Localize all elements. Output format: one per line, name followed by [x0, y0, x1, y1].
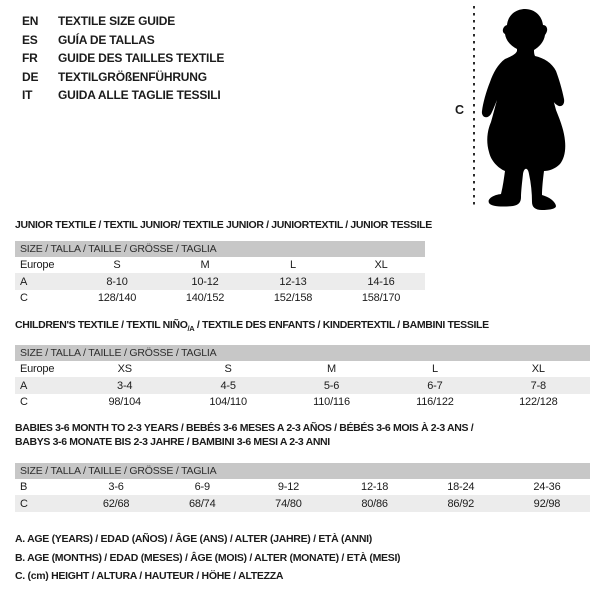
- cell-value: 12-13: [279, 275, 307, 288]
- lang-row-en: [22, 12, 224, 31]
- cell-value: 8-10: [106, 275, 128, 288]
- table-row: [15, 377, 590, 393]
- cell-value: 5-6: [323, 379, 340, 392]
- babies-textile-title: [15, 421, 473, 449]
- table-row: [15, 394, 590, 410]
- cell-value: 7-8: [530, 379, 546, 392]
- cell-value: 110/116: [313, 395, 350, 408]
- childrens-textile-title: [15, 318, 489, 336]
- table-title-line: JUNIOR TEXTILE / TEXTIL JUNIOR/ TEXTILE JUNIOR / JUNIORTEXTIL / JUNIOR TESSILE: [15, 219, 432, 231]
- baby-silhouette-icon: [478, 4, 578, 214]
- junior-textile-table: [15, 241, 425, 306]
- lang-row-es: [22, 31, 224, 50]
- cell-value: 62/68: [102, 497, 130, 510]
- row-label: Europe: [20, 259, 55, 272]
- table-row: [15, 273, 425, 289]
- row-label: B: [20, 481, 28, 494]
- cell-value: 158/170: [361, 291, 401, 304]
- cell-value: 9-12: [277, 481, 300, 494]
- cell-value: 98/104: [108, 395, 141, 408]
- cell-value: L: [431, 363, 438, 376]
- cell-value: 128/140: [97, 291, 137, 304]
- babies-textile-table: [15, 463, 590, 512]
- figure-height-label: C: [455, 103, 465, 117]
- lang-row-fr: [22, 49, 224, 68]
- lang-row-de: [22, 68, 224, 87]
- cell-value: 4-5: [220, 379, 236, 392]
- table-title-line: BABYS 3-6 MONATE BIS 2-3 JAHRE / BAMBINI 3-6 MESI A 2-3 ANNI: [15, 436, 330, 448]
- cell-value: 3-6: [108, 481, 124, 494]
- lang-code: EN: [22, 14, 39, 29]
- lang-title: GUÍA DE TALLAS: [58, 32, 155, 47]
- size-header-bar: SIZE / TALLA / TAILLE / GRÖSSE / TAGLIA: [15, 463, 590, 479]
- table-rows: [15, 479, 590, 512]
- cell-value: M: [200, 259, 210, 272]
- lang-code: FR: [22, 51, 38, 66]
- height-measure-dotted-line: [473, 6, 475, 209]
- cell-value: M: [327, 363, 336, 376]
- lang-title: GUIDE DES TAILLES TEXTILE: [58, 51, 225, 66]
- cell-value: 92/98: [533, 497, 561, 510]
- cell-value: 68/74: [188, 497, 216, 510]
- table-row: [15, 495, 590, 511]
- table-row: [15, 479, 590, 495]
- cell-value: L: [290, 259, 296, 272]
- lang-code: IT: [22, 88, 33, 103]
- table-row: [15, 290, 425, 306]
- cell-value: XS: [117, 363, 132, 376]
- language-title-list: [22, 12, 224, 105]
- cell-value: 116/122: [416, 395, 454, 408]
- lang-title: GUIDA ALLE TAGLIE TESSILI: [58, 88, 221, 103]
- lang-code: ES: [22, 32, 38, 47]
- cell-value: 18-24: [447, 481, 475, 494]
- cell-value: 14-16: [367, 275, 395, 288]
- cell-value: 24-36: [533, 481, 561, 494]
- lang-title: TEXTILGRÖßENFÜHRUNG: [58, 69, 207, 84]
- cell-value: 6-9: [194, 481, 210, 494]
- table-rows: [15, 361, 590, 410]
- table-rows: [15, 257, 425, 306]
- table-row: [15, 257, 425, 273]
- cell-value: 104/110: [209, 395, 247, 408]
- cell-value: 122/128: [519, 395, 558, 408]
- cell-value: XL: [374, 259, 388, 272]
- table-row: [15, 361, 590, 377]
- cell-value: 6-7: [427, 379, 443, 392]
- legend-notes: [15, 530, 400, 586]
- cell-value: 152/158: [273, 291, 313, 304]
- lang-row-it: [22, 86, 224, 105]
- lang-title: TEXTILE SIZE GUIDE: [58, 14, 176, 29]
- cell-value: S: [113, 259, 121, 272]
- childrens-textile-table: [15, 345, 590, 410]
- note-age-months: B. AGE (MONTHS) / EDAD (MESES) / ÂGE (MOIS) / ALTER (MONATE) / ETÀ (MESI): [15, 551, 401, 564]
- table-title-line: CHILDREN'S TEXTILE / TEXTIL $NIÑO_{/A}$ / TEXTILE DES ENFANTS / KINDERTEXTIL / BAMBINI TESSILE: [15, 319, 489, 334]
- cell-value: 3-4: [117, 379, 133, 392]
- cell-value: 80/86: [361, 497, 388, 510]
- cell-value: 12-18: [361, 481, 389, 494]
- row-label: C: [20, 395, 28, 408]
- junior-textile-title: [15, 218, 432, 232]
- size-header-bar: SIZE / TALLA / TAILLE / GRÖSSE / TAGLIA: [15, 241, 425, 257]
- cell-value: 10-12: [191, 275, 219, 288]
- cell-value: S: [224, 363, 232, 376]
- cell-value: 74/80: [275, 497, 302, 510]
- row-label: C: [20, 497, 28, 510]
- size-header-bar: SIZE / TALLA / TAILLE / GRÖSSE / TAGLIA: [15, 345, 590, 361]
- row-label: A: [20, 275, 28, 288]
- note-height-cm: C. (cm) HEIGHT / ALTURA / HAUTEUR / HÖHE / ALTEZZA: [15, 570, 284, 582]
- row-label: Europe: [20, 363, 55, 376]
- table-title-line: BABIES 3-6 MONTH TO 2-3 YEARS / BEBÉS 3-6 MESES A 2-3 AÑOS / BÉBÉS 3-6 MOIS À 2-3 ANS /: [15, 422, 474, 434]
- cell-value: XL: [531, 363, 545, 376]
- cell-value: 86/92: [447, 497, 475, 510]
- cell-value: 140/152: [185, 291, 225, 304]
- row-label: A: [20, 379, 28, 392]
- row-label: C: [20, 291, 28, 304]
- lang-code: DE: [22, 69, 39, 84]
- note-age-years: A. AGE (YEARS) / EDAD (AÑOS) / ÂGE (ANS) / ALTER (JAHRE) / ETÀ (ANNI): [15, 533, 372, 545]
